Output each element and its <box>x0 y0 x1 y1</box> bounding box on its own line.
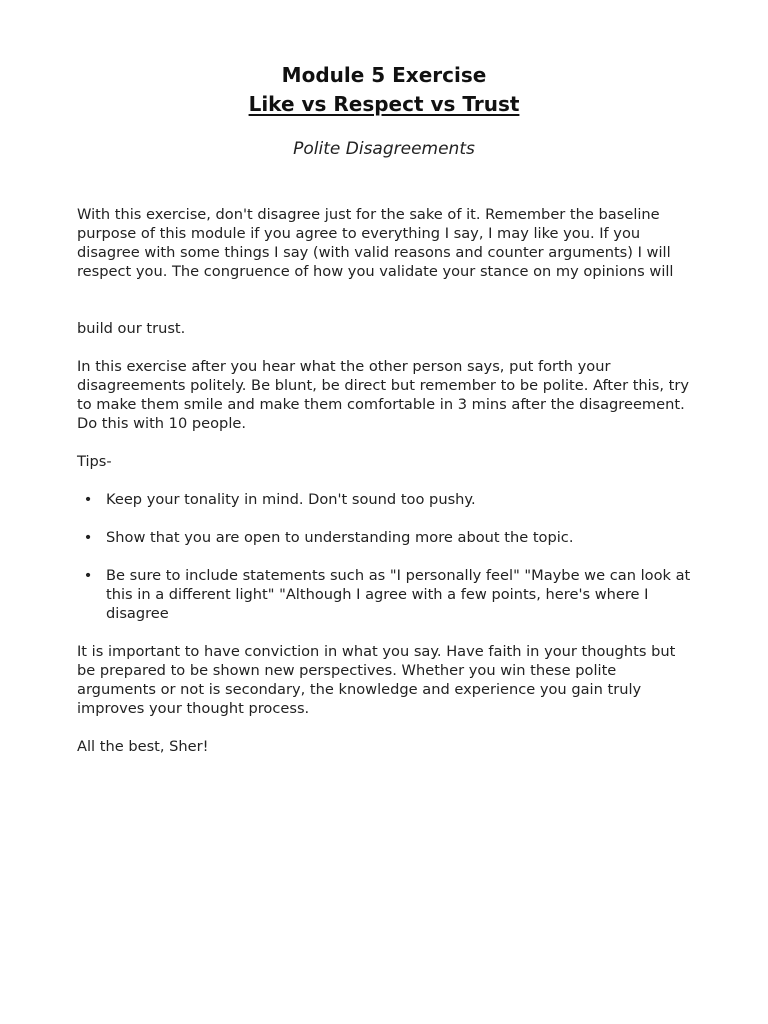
module-title: Module 5 Exercise <box>281 63 487 87</box>
intro-paragraph: With this exercise, don't disagree just for the sake of it. Remember the baseline purpose of this module if you agree to everything I say, I may like you. If you disagree with some things I say (with valid reasons and counter arguments) I will respect you. The congruence of how you validate your stance on my opinions will <box>77 206 674 280</box>
tip-text: Keep your tonality in mind. Don't sound too pushy. <box>106 491 476 508</box>
trust-paragraph: build our trust. <box>77 320 186 337</box>
bullet-icon: • <box>83 529 93 546</box>
exercise-subtitle: Polite Disagreements <box>293 139 475 159</box>
signoff: All the best, Sher! <box>77 738 209 755</box>
tips-list <box>77 490 693 642</box>
tip-item <box>77 566 693 623</box>
conviction-paragraph: It is important to have conviction in what you say. Have faith in your thoughts but be prepared to be shown new perspectives. Whether you win these polite arguments or not is secondary, the knowledge and experience you gain truly improves your thought process. <box>77 643 676 717</box>
tip-item <box>77 490 693 509</box>
tip-text: Be sure to include statements such as "I personally feel" "Maybe we can look at this in a different light" "Although I agree with a few points, here's where I disagree <box>106 567 691 622</box>
tip-item <box>77 528 693 547</box>
tip-text: Show that you are open to understanding more about the topic. <box>106 529 574 546</box>
tips-heading: Tips- <box>77 453 112 470</box>
bullet-icon: • <box>83 567 93 584</box>
exercise-title: Like vs Respect vs Trust <box>248 92 520 116</box>
instructions-paragraph: In this exercise after you hear what the other person says, put forth your disagreements politely. Be blunt, be direct but remember to be polite. After this, try to make them smile and make them comfortable in 3 mins after the disagreement. Do this with 10 people. <box>77 358 689 432</box>
bullet-icon: • <box>83 491 93 508</box>
